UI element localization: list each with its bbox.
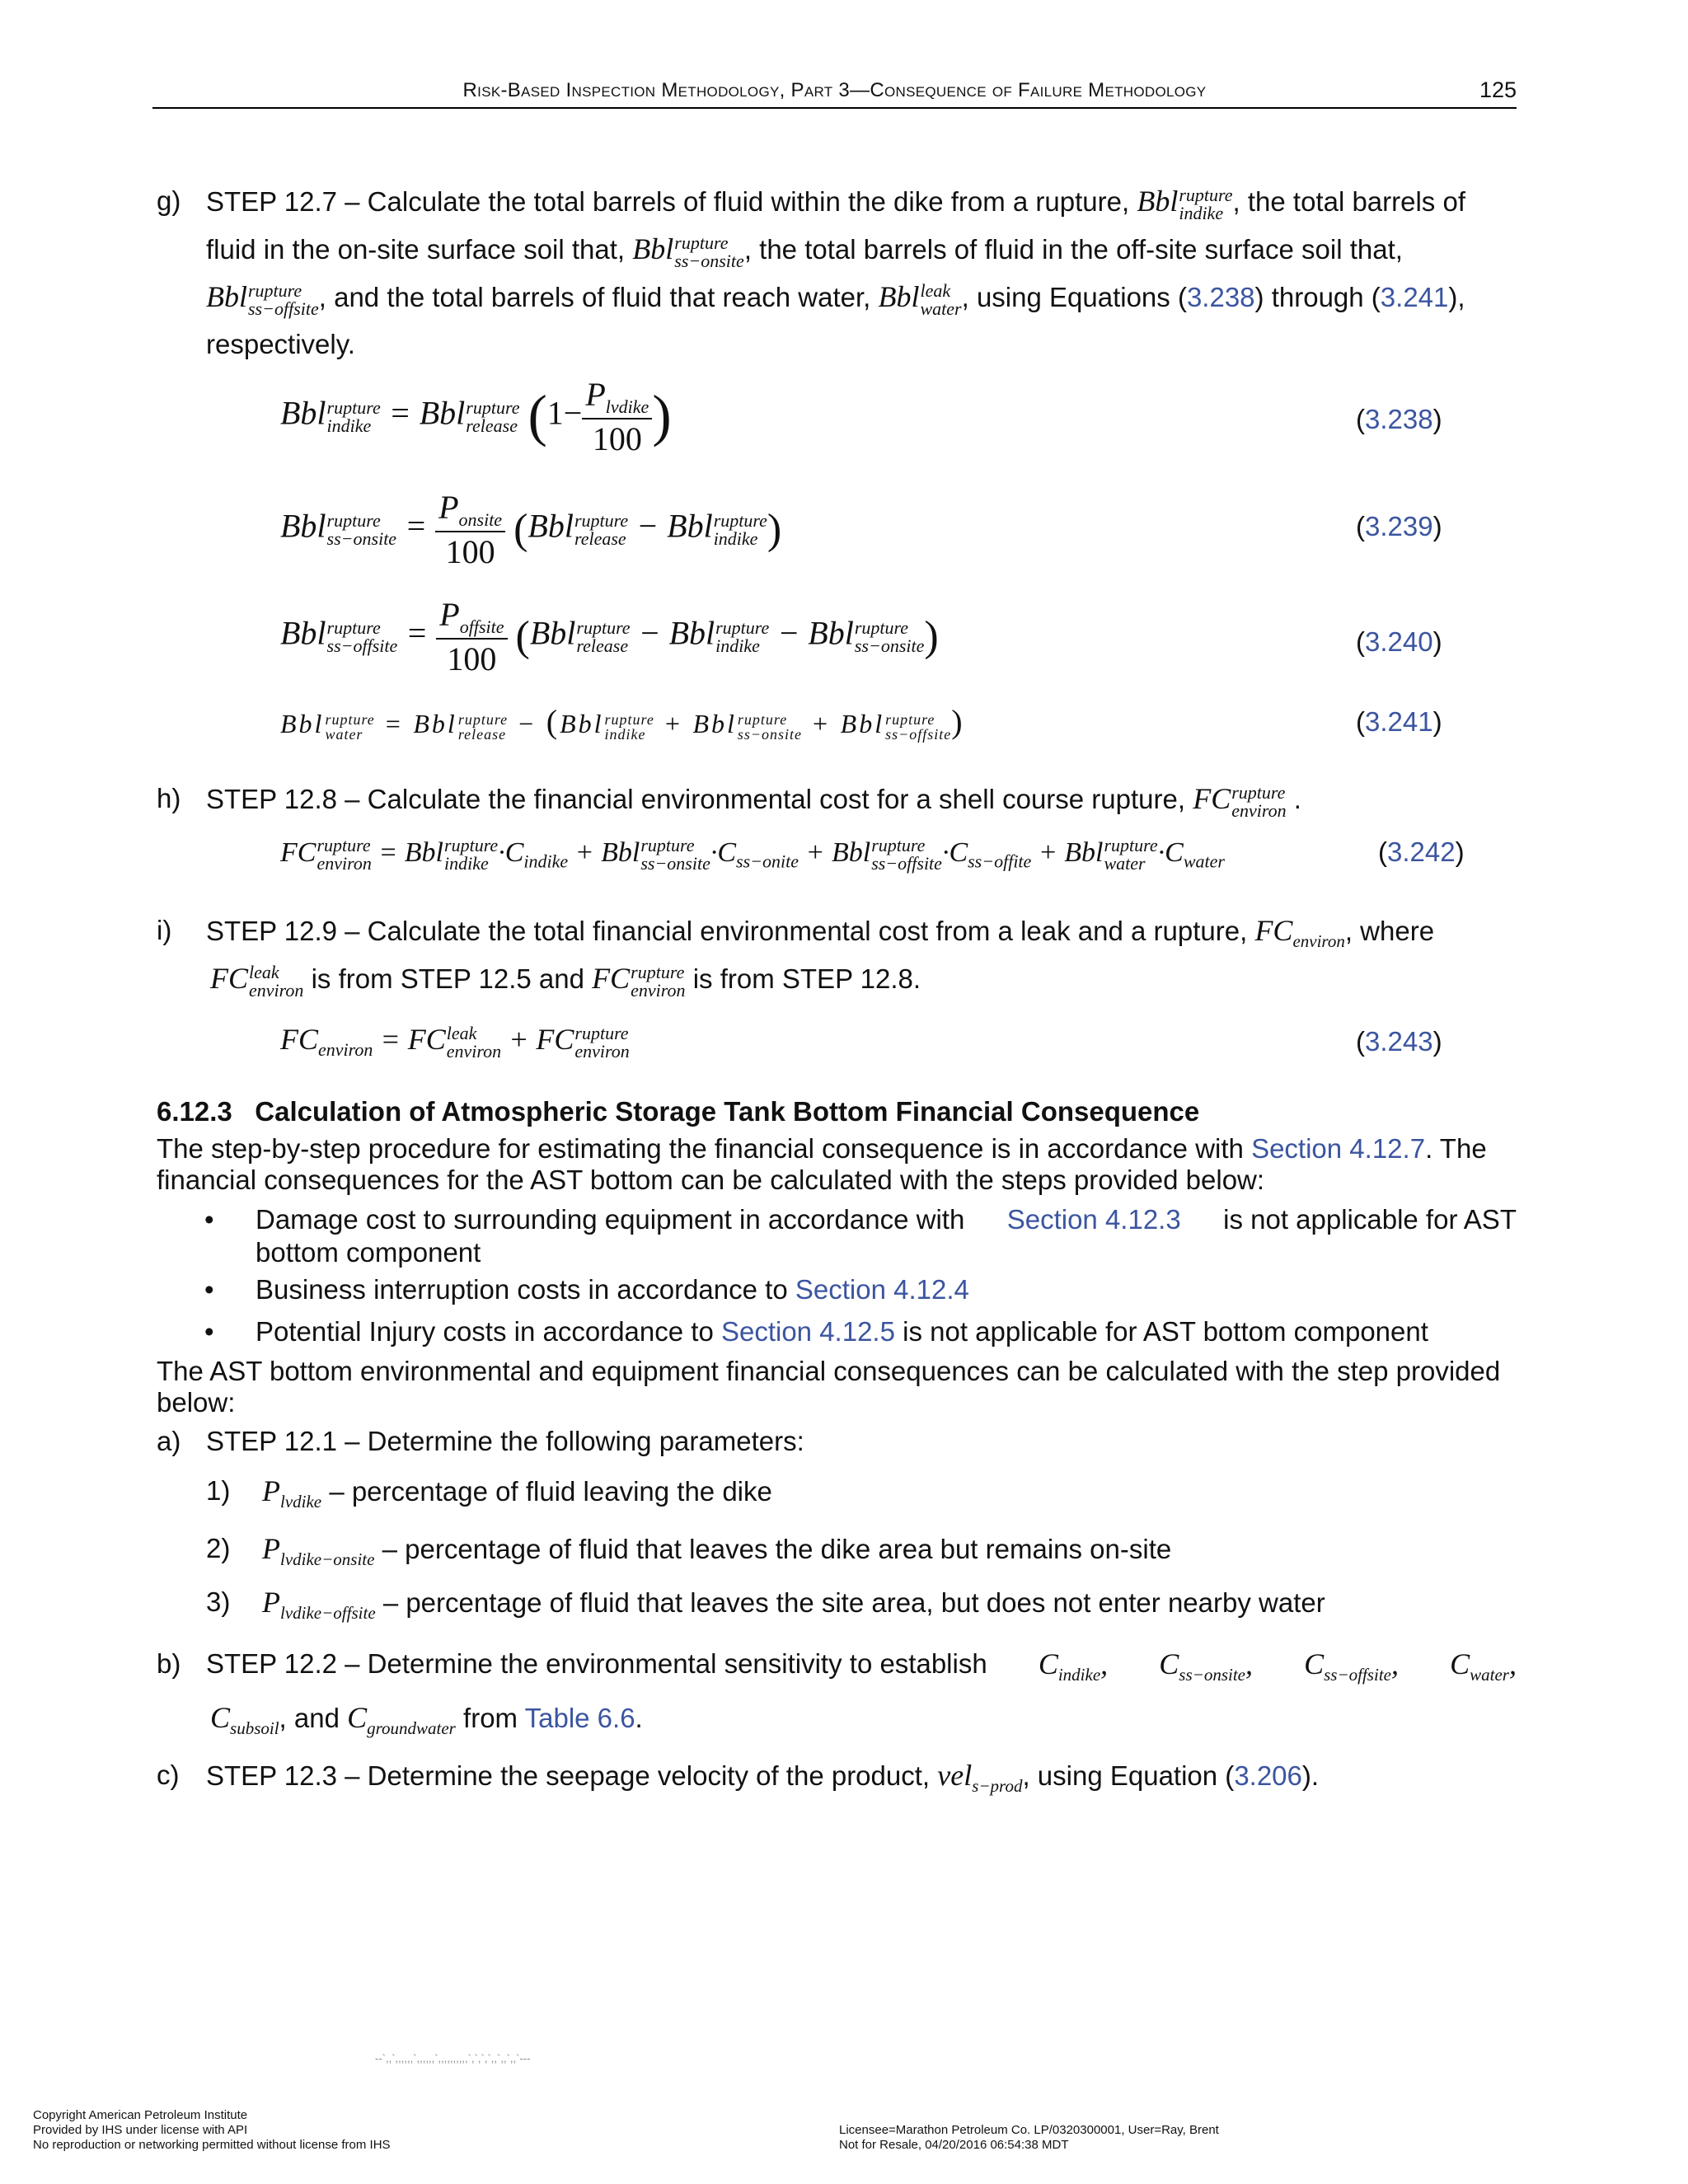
bullet-item-1: Damage cost to surrounding equipment in accordance with Section 4.12.3 is not applicable for AST bottom component [256, 1204, 1517, 1268]
eq-ref-3-206[interactable]: 3.206 [1234, 1760, 1302, 1791]
equation-number-3-241: (3.241) [1356, 706, 1442, 737]
equation-3-242: FC rupture environ = Bbl rupture indike $\cdot C_{indike}$ + Bbl rupture ss−onsite $\cdot C_{ss-onite}$ + Bbl rupture ss−offsite $\cdot C_{ss-offite}$ + Bbl rupture water $\cdot C_{water}$ [280, 835, 1225, 874]
equation-number-3-239: (3.239) [1356, 511, 1442, 541]
footer-right: Licensee=Marathon Petroleum Co. LP/0320300001, User=Ray, Brent Not for Resale, 04/20/2016 06:54:38 MDT [839, 2123, 1219, 2152]
equation-3-240: Bbl rupture ss−offsite = $\frac{P_{offsite}}{100}$ (Bbl rupture release − Bbl rupture indike − Bbl rupture ss−onsite ) [280, 596, 939, 677]
running-header [152, 74, 1517, 109]
bullet-dot-3: • [204, 1316, 214, 1347]
step-a-item-2-num: 2) [206, 1533, 231, 1563]
equation-3-239: Bbl rupture ss−onsite = $\frac{P_{onsite}}{100}$ (Bbl rupture release − Bbl rupture indike ) [280, 489, 782, 570]
bbl-ss-onsite-symbol: Bbl rupture ss−onsite [632, 232, 744, 271]
section-title: Calculation of Atmospheric Storage Tank Bottom Financial Consequence [255, 1096, 1200, 1127]
step-h-marker: h) [157, 783, 181, 813]
bullet-item-3: Potential Injury costs in accordance to Section 4.12.5 is not applicable for AST bottom component [256, 1316, 1428, 1347]
step-g-marker: g) [157, 185, 181, 216]
bbl-water-leak-symbol: Bbl leak water [878, 279, 962, 319]
step-a-text: STEP 12.1 – Determine the following parameters: [206, 1426, 804, 1456]
bullet-item-2: Business interruption costs in accordance to Section 4.12.4 [256, 1274, 969, 1305]
header-title: Risk-Based Inspection Methodology, Part 3—Consequence of Failure Methodology [462, 79, 1207, 101]
bbl-ss-offsite-symbol: Bbl rupture ss−offsite [206, 279, 319, 319]
section-intro: The step-by-step procedure for estimating the financial consequence is in accordance with Section 4.12.7. The financial consequences for the AST bottom can be calculated with the steps provided below: [157, 1133, 1487, 1195]
step-g-line2: fluid in the on-site surface soil that, Bbl rupture ss−onsite , the total barrels of fluid in the off-site surface soil that, [206, 232, 1403, 271]
step-i-line2: FC leak environ is from STEP 12.5 and FC rupture environ is from STEP 12.8. [210, 961, 921, 1001]
equation-3-241: Bbl rupture water = Bbl rupture release − (Bbl rupture indike + Bbl rupture ss−onsite + Bbl rupture ss−offsite ) [280, 703, 965, 743]
step-h-text: STEP 12.8 – Calculate the financial environmental cost for a shell course rupture, FC rupture environ . [206, 781, 1301, 821]
step-c-marker: c) [157, 1760, 180, 1790]
section-link-4-12-5[interactable]: Section 4.12.5 [720, 1316, 895, 1347]
step-g-line4: respectively. [206, 329, 355, 359]
step-b-line2: $C_{subsoil}$, and $C_{groundwater}$ from Table 6.6. [210, 1701, 643, 1739]
step-c-text: STEP 12.3 – Determine the seepage velocity of the product, vel$_{s-prod}$, using Equation (3.206). [206, 1759, 1320, 1797]
section-heading [157, 1096, 1199, 1127]
step-g-line1: STEP 12.7 – Calculate the total barrels of fluid within the dike from a rupture, Bbl rupture indike , the total barrels of [206, 184, 1465, 223]
equation-number-3-242: (3.242) [1378, 837, 1465, 867]
fc-environ-rupture-symbol: FC rupture environ [1193, 781, 1287, 821]
step-i-marker: i) [157, 915, 172, 945]
step-g-line3: Bbl rupture ss−offsite , and the total barrels of fluid that reach water, Bbl leak water , using Equations (3.238) through (3.241), [206, 279, 1465, 319]
section-link-4-12-4[interactable]: Section 4.12.4 [795, 1274, 969, 1305]
eq-ref-3-238[interactable]: 3.238 [1186, 282, 1255, 312]
equation-number-3-238: (3.238) [1356, 404, 1442, 434]
step-a-item-1-num: 1) [206, 1475, 231, 1506]
watermark-dots: --`,,`,,,,,,`,,,,,,`,,,,,,,,,,`,`,`,`,,`,,`,,`--- [375, 2052, 531, 2064]
equation-3-243: $FC_{environ}$ = FC leak environ + FC rupture environ [280, 1022, 630, 1062]
eq-ref-3-241[interactable]: 3.241 [1380, 282, 1449, 312]
bullet-dot-1: • [204, 1204, 214, 1235]
section-link-4-12-3[interactable]: Section 4.12.3 [1006, 1204, 1181, 1235]
equation-3-238: Bbl rupture indike = Bbl rupture release (1− $\frac{P_{lvdike}}{100}$ ) [280, 376, 672, 457]
step-a-item-3: $P_{lvdike-offsite}$ – percentage of fluid that leaves the site area, but does not enter nearby water [262, 1586, 1325, 1624]
bbl-indike-rupture-symbol: Bbl rupture indike [1137, 184, 1233, 223]
equation-number-3-243: (3.243) [1356, 1026, 1442, 1057]
paragraph-2: The AST bottom environmental and equipment financial consequences can be calculated with the step provided below: [157, 1356, 1501, 1418]
step-a-item-1: $P_{lvdike}$ – percentage of fluid leaving the dike [262, 1474, 772, 1512]
page-number: 125 [1479, 77, 1517, 102]
step-a-item-2: $P_{lvdike-onsite}$ – percentage of fluid that leaves the dike area but remains on-site [262, 1532, 1172, 1570]
bullet-dot-2: • [204, 1274, 214, 1305]
step-i-line1: STEP 12.9 – Calculate the total financial environmental cost from a leak and a rupture, $FC_{environ}$, where [206, 914, 1435, 952]
step-b-marker: b) [157, 1648, 181, 1679]
section-link-4-12-7[interactable]: Section 4.12.7 [1251, 1133, 1426, 1164]
step-a-marker: a) [157, 1426, 181, 1456]
step-b-line1: STEP 12.2 – Determine the environmental sensitivity to establish $C_{indike}$, $C_{ss-onsite}$, $C_{ss-offsite}$, $C_{water}$, [206, 1647, 1517, 1685]
table-link-6-6[interactable]: Table 6.6 [524, 1703, 635, 1733]
equation-number-3-240: (3.240) [1356, 626, 1442, 657]
step-a-item-3-num: 3) [206, 1586, 231, 1617]
section-number: 6.12.3 [157, 1096, 232, 1127]
footer-left: Copyright American Petroleum Institute Provided by IHS under license with API No reproduction or networking permitted without license from IHS [33, 2108, 391, 2152]
